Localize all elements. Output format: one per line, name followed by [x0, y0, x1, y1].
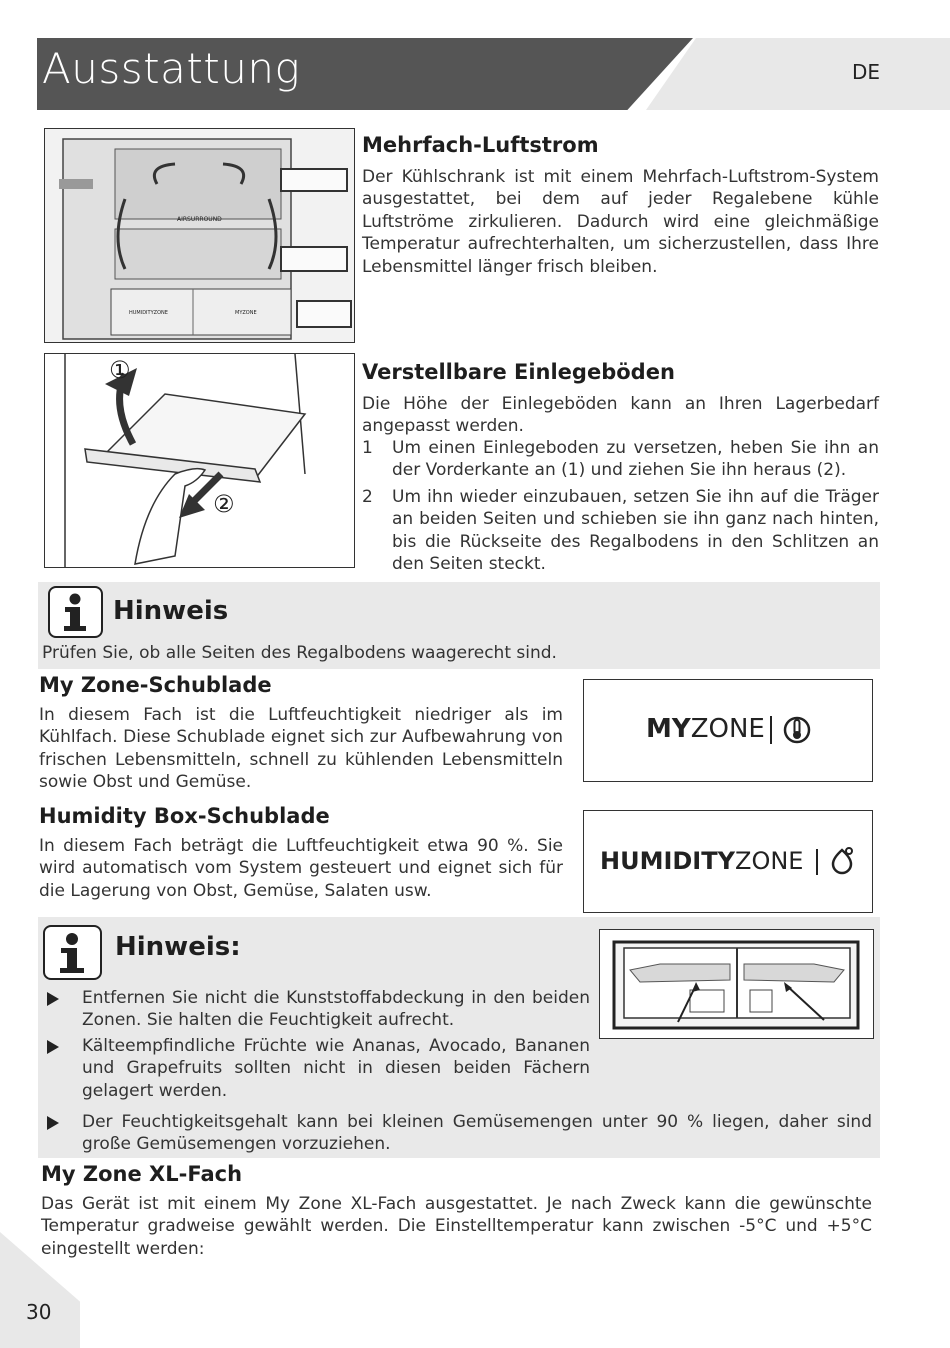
drawer-figure [599, 929, 874, 1039]
humidity-text: In diesem Fach beträgt die Luftfeuchtigkeit etwa 90 %. Sie wird automatisch vom System gesteuert und eignet sich für die Lagerung von Obst, Gemüse, Salaten usw. [39, 836, 563, 901]
thermometer-icon [782, 714, 812, 746]
page-title: Ausstattung [42, 44, 301, 93]
language-code: DE [852, 60, 881, 84]
shelves-intro: Die Höhe der Einlegeböden kann an Ihren Lagerbedarf angepasst werden. [362, 394, 879, 437]
airsurround-label: AIRSURROUND [177, 216, 222, 223]
shelves-step-2 [362, 486, 879, 576]
bullet-text: Kälteempfindliche Früchte wie Ananas, Avocado, Bananen und Grapefruits sollten nicht in diesen beiden Fächern gelagert werden. [82, 1036, 590, 1101]
step-number: 1 [362, 438, 373, 458]
logo-bold: HUMIDITY [600, 847, 735, 875]
bullet-text: Der Feuchtigkeitsgehalt kann bei kleinen Gemüsemengen unter 90 % liegen, daher sind große Gemüsemengen vorzuziehen. [82, 1112, 872, 1155]
logo-light: ZONE [690, 714, 765, 744]
humidity-logo-box [583, 810, 873, 913]
info-icon [48, 586, 103, 638]
bullet-marker [47, 1040, 59, 1054]
fig-humidityzone-label: HUMIDITYZONE [129, 310, 168, 316]
step-number: 2 [362, 487, 373, 507]
step1-marker: ① [109, 356, 131, 384]
note-2-bullet-1 [47, 987, 590, 1033]
myzone-xl-title: My Zone XL-Fach [41, 1162, 243, 1186]
bullet-marker [47, 992, 59, 1006]
info-icon [43, 925, 102, 980]
note-1-title: Hinweis [113, 596, 229, 626]
myzone-logo [646, 714, 765, 744]
logo-divider [770, 716, 772, 744]
myzone-title: My Zone-Schublade [39, 673, 272, 697]
logo-divider [816, 849, 818, 875]
myzone-logo-box [583, 679, 873, 782]
shelves-step-1 [362, 437, 879, 483]
step2-marker: ② [213, 490, 235, 518]
myzone-xl-text: Das Gerät ist mit einem My Zone XL-Fach ausgestattet. Je nach Zweck kann die gewünschte Temperatur gradweise gewählt werden. Die Einstelltemperatur kann zwischen -5°C und +5°C eingestellt werden: [41, 1194, 872, 1259]
airflow-title: Mehrfach-Luftstrom [362, 133, 599, 157]
airflow-figure [44, 128, 355, 343]
logo-bold: MY [646, 714, 691, 744]
humidity-logo [600, 847, 803, 875]
airflow-text: Der Kühlschrank ist mit einem Mehrfach-Luftstrom-System ausgestattet, bei dem auf jeder Regalebene kühle Luftströme zirkulieren. Dadurch wird eine gleichmäßige Temperatur aufrechterhalten, um sicherzustellen, dass Ihre Lebensmittel länger frisch bleiben. [362, 167, 879, 277]
step-text: Um einen Einlegeboden zu versetzen, heben Sie ihn an der Vorderkante an (1) und ziehen Sie ihn heraus (2). [392, 438, 879, 481]
shelves-title: Verstellbare Einlegeböden [362, 360, 675, 384]
humidity-title: Humidity Box-Schublade [39, 804, 330, 828]
bullet-text: Entfernen Sie nicht die Kunststoffabdeckung in den beiden Zonen. Sie halten die Feuchtigkeit aufrecht. [82, 988, 590, 1031]
header-light-band [646, 38, 950, 110]
note-2-title: Hinweis: [115, 932, 241, 962]
page-number: 30 [26, 1300, 52, 1324]
note-1-text: Prüfen Sie, ob alle Seiten des Regalbodens waagerecht sind. [42, 643, 557, 663]
step-text: Um ihn wieder einzubauen, setzen Sie ihn auf die Träger an beiden Seiten und schieben sie ihn ganz nach hinten, bis die Rückseite des Regalbodens in den Schlitzen an den Seiten steckt. [392, 487, 879, 575]
bullet-marker [47, 1116, 59, 1130]
note-2-bullet-2 [47, 1035, 590, 1103]
logo-light: ZONE [735, 847, 804, 875]
fig-myzone-label: MYZONE [235, 310, 257, 316]
note-2-bullet-3 [47, 1111, 872, 1157]
shelf-figure [44, 353, 355, 568]
water-drop-icon [828, 845, 856, 877]
myzone-text: In diesem Fach ist die Luftfeuchtigkeit niedriger als im Kühlfach. Diese Schublade eignet sich zur Aufbewahrung von frischen Lebensmitteln, schnell zu kühlenden Lebensmitteln sowie Obst und Gemüse. [39, 705, 563, 793]
